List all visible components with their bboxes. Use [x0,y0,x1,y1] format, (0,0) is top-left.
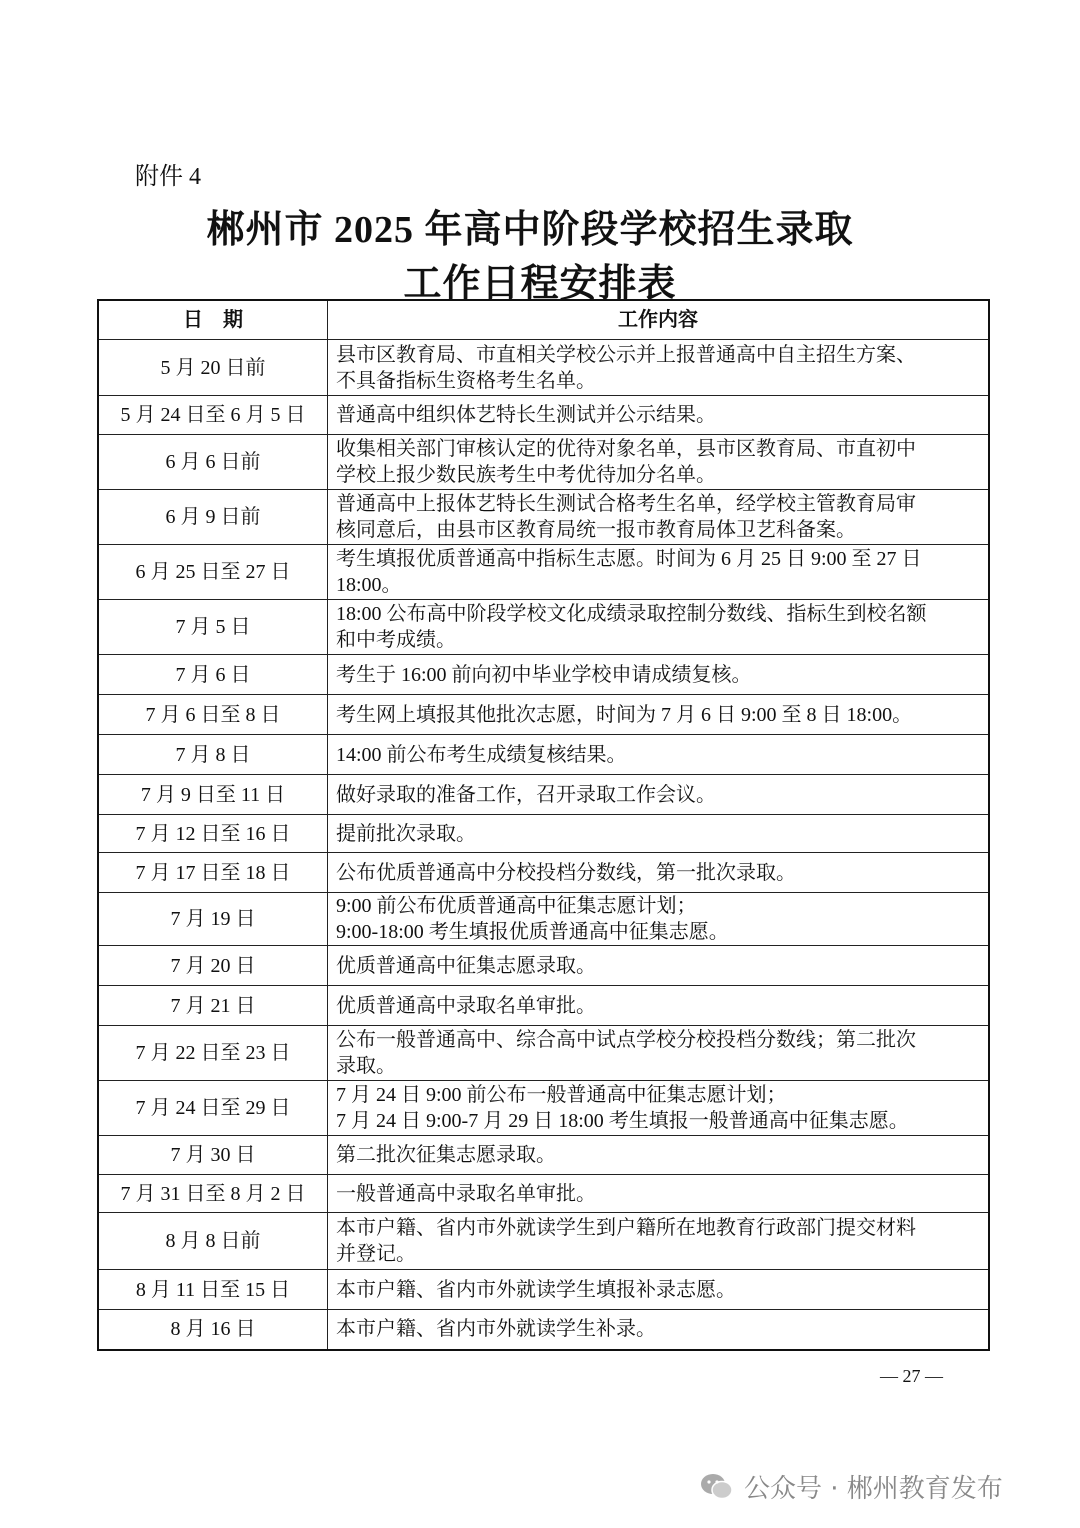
row-content: 考生网上填报其他批次志愿，时间为 7 月 6 日 9:00 至 8 日 18:00。 [328,695,990,735]
row-content: 本市户籍、省内市外就读学生补录。 [328,1310,990,1350]
page-number: — 27 — [880,1366,943,1386]
row-content: 7 月 24 日 9:00 前公布一般普通高中征集志愿计划； 7 月 24 日 9:00-7 月 29 日 18:00 考生填报一般普通高中征集志愿。 [328,1081,990,1136]
row-date: 7 月 12 日至 16 日 [98,815,328,853]
row-date: 7 月 9 日至 11 日 [98,775,328,815]
row-content: 14:00 前公布考生成绩复核结果。 [328,735,990,775]
footer-watermark [700,1468,1003,1505]
row-content: 收集相关部门审核认定的优待对象名单，县市区教育局、市直初中 学校上报少数民族考生中考优待加分名单。 [328,435,990,490]
row-date: 7 月 8 日 [98,735,328,775]
row-date: 7 月 6 日至 8 日 [98,695,328,735]
row-date: 7 月 20 日 [98,946,328,986]
table-row [98,735,989,775]
row-content: 普通高中组织体艺特长生测试并公示结果。 [328,396,990,435]
table-row [98,600,989,655]
table-row [98,1270,989,1310]
table-row [98,853,989,893]
table-row [98,490,989,545]
row-content: 一般普通高中录取名单审批。 [328,1175,990,1213]
row-content: 做好录取的准备工作，召开录取工作会议。 [328,775,990,815]
row-date: 5 月 24 日至 6 月 5 日 [98,396,328,435]
document-title-line1: 郴州市 2025 年高中阶段学校招生录取 [206,209,854,251]
row-content: 优质普通高中征集志愿录取。 [328,946,990,986]
row-content: 本市户籍、省内市外就读学生填报补录志愿。 [328,1270,990,1310]
row-date: 7 月 24 日至 29 日 [98,1081,328,1136]
header-content: 工作内容 [328,300,990,340]
row-date: 6 月 9 日前 [98,490,328,545]
row-date: 7 月 5 日 [98,600,328,655]
attachment-label: 附件 4 [135,164,201,190]
wechat-icon [700,1473,734,1501]
row-date: 8 月 8 日前 [98,1213,328,1270]
table-row [98,396,989,435]
table-row [98,1136,989,1175]
row-content: 18:00 公布高中阶段学校文化成绩录取控制分数线、指标生到校名额 和中考成绩。 [328,600,990,655]
table-header-row [98,300,989,340]
row-date: 7 月 30 日 [98,1136,328,1175]
row-date: 7 月 17 日至 18 日 [98,853,328,893]
row-content: 普通高中上报体艺特长生测试合格考生名单，经学校主管教育局审 核同意后，由县市区教育局统一报市教育局体卫艺科备案。 [328,490,990,545]
row-content: 考生填报优质普通高中指标生志愿。时间为 6 月 25 日 9:00 至 27 日 18:00。 [328,545,990,600]
table-row [98,1310,989,1350]
table-row [98,1213,989,1270]
row-content: 提前批次录取。 [328,815,990,853]
table-row [98,815,989,853]
table-row [98,655,989,695]
table-row [98,340,989,396]
row-date: 8 月 16 日 [98,1310,328,1350]
header-date: 日 期 [98,300,328,340]
row-content: 公布一般普通高中、综合高中试点学校分校投档分数线；第二批次 录取。 [328,1026,990,1081]
row-date: 8 月 11 日至 15 日 [98,1270,328,1310]
document-title-line2: 工作日程安排表 [403,263,677,305]
row-content: 公布优质普通高中分校投档分数线，第一批次录取。 [328,853,990,893]
table-row [98,545,989,600]
row-content: 本市户籍、省内市外就读学生到户籍所在地教育行政部门提交材料 并登记。 [328,1213,990,1270]
table-row [98,946,989,986]
row-content: 县市区教育局、市直相关学校公示并上报普通高中自主招生方案、 不具备指标生资格考生名单。 [328,340,990,396]
row-date: 7 月 6 日 [98,655,328,695]
row-date: 6 月 25 日至 27 日 [98,545,328,600]
row-date: 7 月 22 日至 23 日 [98,1026,328,1081]
table-row [98,695,989,735]
table-row [98,1026,989,1081]
table-row [98,1081,989,1136]
table-row [98,986,989,1026]
table-row [98,435,989,490]
row-content: 第二批次征集志愿录取。 [328,1136,990,1175]
row-content: 9:00 前公布优质普通高中征集志愿计划； 9:00-18:00 考生填报优质普通高中征集志愿。 [328,893,990,946]
row-date: 7 月 21 日 [98,986,328,1026]
row-date: 7 月 31 日至 8 月 2 日 [98,1175,328,1213]
footer-text: 公众号 · 郴州教育发布 [744,1474,1003,1504]
table-row [98,775,989,815]
schedule-table [97,299,990,1351]
row-date: 6 月 6 日前 [98,435,328,490]
row-date: 5 月 20 日前 [98,340,328,396]
row-date: 7 月 19 日 [98,893,328,946]
row-content: 优质普通高中录取名单审批。 [328,986,990,1026]
table-row [98,1175,989,1213]
table-row [98,893,989,946]
row-content: 考生于 16:00 前向初中毕业学校申请成绩复核。 [328,655,990,695]
